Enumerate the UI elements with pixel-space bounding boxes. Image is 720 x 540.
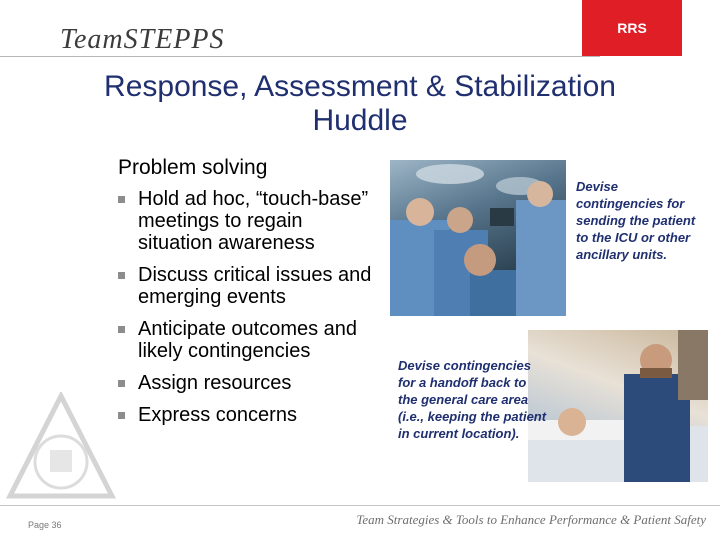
page-number: Page 36 [28, 520, 62, 530]
header-divider [0, 56, 600, 57]
caption-icu: Devise contingencies for sending the patient to the ICU or other ancillary units. [576, 179, 696, 262]
bullet-text: Assign resources [138, 372, 292, 394]
bullet-item [112, 372, 382, 394]
bullet-text: Anticipate outcomes and likely contingencies [138, 318, 358, 362]
square-bullet-icon [118, 272, 125, 279]
slide-title [40, 70, 680, 138]
section-tab: RRS [582, 0, 682, 56]
slide-title-line-1: Response, Assessment & Stabilization [104, 70, 616, 103]
icu-team-photo [390, 160, 566, 316]
bedside-photo-art [528, 330, 708, 482]
slide-title-line-2: Huddle [312, 104, 408, 137]
bullet-list [112, 188, 382, 436]
bullet-text: Discuss critical issues and emerging events [138, 264, 372, 308]
teamstepps-logo: TeamSTEPPS [60, 24, 225, 55]
footer-tagline: Team Strategies & Tools to Enhance Performance & Patient Safety [356, 512, 706, 527]
bullet-item [112, 264, 382, 308]
square-bullet-icon [118, 196, 125, 203]
bullet-text: Express concerns [138, 404, 297, 426]
icu-team-photo-art [390, 160, 566, 316]
bullet-text: Hold ad hoc, “touch-base” meetings to regain situation awareness [138, 188, 369, 254]
square-bullet-icon [118, 326, 125, 333]
bullet-item [112, 404, 382, 426]
bullet-item [112, 318, 382, 362]
footer-divider [0, 505, 720, 506]
square-bullet-icon [118, 412, 125, 419]
bullet-item [112, 188, 382, 254]
teamstepps-triangle-logo-icon [6, 392, 116, 507]
caption-handoff: Devise contingencies for a handoff back to the general care area (i.e., keeping the patient in current location). [398, 358, 547, 441]
square-bullet-icon [118, 380, 125, 387]
bedside-photo [528, 330, 708, 482]
section-heading: Problem solving [118, 156, 268, 179]
watermark-art [6, 392, 116, 502]
